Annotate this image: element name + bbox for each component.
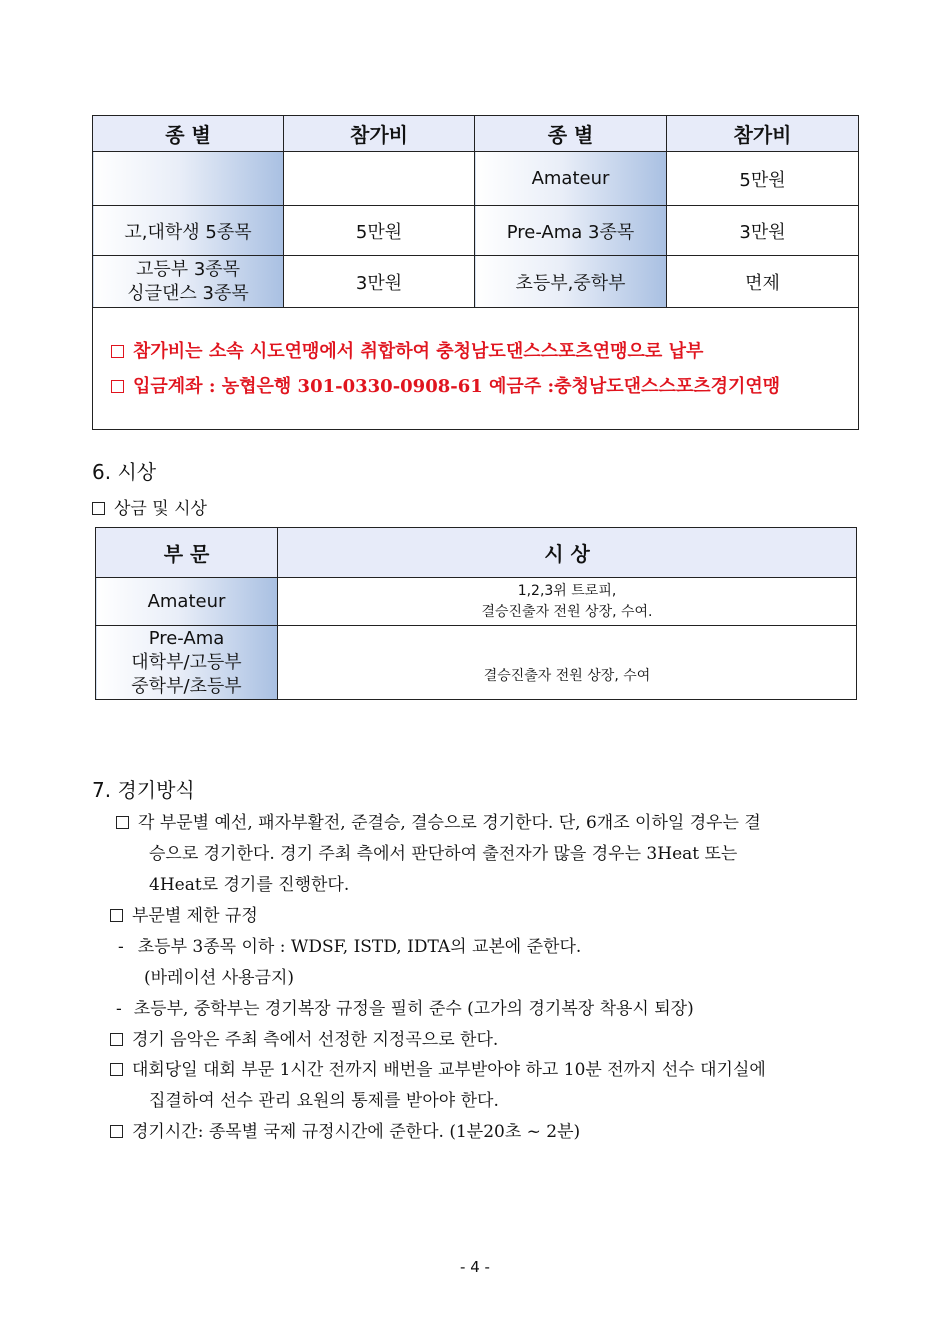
award-category [96, 626, 278, 700]
section7-title: 7. 경기방식 [92, 778, 195, 802]
award-category: Amateur [96, 578, 278, 626]
fee-note-account: 입금계좌 : 농협은행 301-0330-0908-61 예금주 :충청남도댄스스포츠경기연맹 [111, 369, 858, 404]
award-line: 결승진출자 전원 상장, 수여. [481, 603, 653, 620]
award-description: 결승진출자 전원 상장, 수여 [278, 626, 857, 700]
section6-title: 6. 시상 [92, 460, 157, 484]
fee-category-left [93, 152, 284, 206]
award-category-line: Pre-Ama [148, 627, 225, 649]
fee-table-row [93, 152, 859, 206]
award-table-row [96, 626, 857, 700]
fee-header-category-right: 종 별 [475, 116, 667, 152]
fee-value-right: 면제 [667, 256, 859, 308]
checkbox-icon [110, 1033, 123, 1046]
checkbox-icon [110, 1063, 123, 1076]
fee-category-right: 초등부,중학부 [475, 256, 667, 308]
fee-value-left [284, 152, 475, 206]
checkbox-icon [110, 909, 123, 922]
section7-item: 대회당일 대회 부문 1시간 전까지 배번을 교부받아야 하고 10분 전까지 선수 대기실에 집결하여 선수 관리 요원의 통제를 받아야 한다. [110, 1055, 858, 1117]
award-category-line: 대학부/고등부 [131, 651, 242, 673]
checkbox-icon [110, 1125, 123, 1138]
section7-subitem: - 초등부, 중학부는 경기복장 규정을 필히 준수 (고가의 경기복장 착용시 퇴장) [116, 999, 694, 1019]
fee-category-left [93, 256, 284, 308]
fee-value-left: 3만원 [284, 256, 475, 308]
fee-header-fee-right: 참가비 [667, 116, 859, 152]
award-header-category: 부 문 [96, 528, 278, 578]
award-category-line: 중학부/초등부 [131, 675, 242, 697]
fee-value-left: 5만원 [284, 206, 475, 256]
fee-table-header-row [93, 116, 859, 152]
section7-item: 부문별 제한 규정 [110, 901, 258, 932]
award-table-header-row [96, 528, 857, 578]
award-header-award: 시 상 [278, 528, 857, 578]
fee-value-right: 3만원 [667, 206, 859, 256]
checkbox-icon [111, 380, 124, 393]
fee-table-row [93, 256, 859, 308]
fee-notes-row [93, 308, 859, 430]
fee-note-payment: 참가비는 소속 시도연맹에서 취합하여 충청남도댄스스포츠연맹으로 납부 [111, 334, 858, 369]
award-table [95, 527, 857, 700]
fee-category-line: 싱글댄스 3종목 [127, 282, 249, 304]
section7-item: 경기 음악은 주최 측에서 선정한 지정곡으로 한다. [110, 1025, 498, 1056]
checkbox-icon [111, 345, 124, 358]
award-line: 1,2,3위 트로피, [517, 582, 617, 599]
fee-header-fee-left: 참가비 [284, 116, 475, 152]
section7-item: 경기시간: 종목별 국제 규정시간에 준한다. (1분20초 ~ 2분) [110, 1117, 580, 1148]
fee-header-category-left: 종 별 [93, 116, 284, 152]
fee-table [92, 115, 859, 430]
section7-subitem: - 초등부 3종목 이하 : WDSF, ISTD, IDTA의 교본에 준한다. (바레이션 사용금지) [118, 937, 582, 988]
fee-category-line: 고등부 3종목 [135, 258, 241, 280]
fee-category-right: Amateur [475, 152, 667, 206]
fee-table-row [93, 206, 859, 256]
page-number: - 4 - [460, 1258, 490, 1276]
checkbox-icon [116, 816, 129, 829]
section6-subtitle: 상금 및 시상 [92, 494, 207, 525]
fee-value-right: 5만원 [667, 152, 859, 206]
fee-notes-cell [93, 308, 859, 430]
fee-category-left: 고,대학생 5종목 [93, 206, 284, 256]
fee-category-right: Pre-Ama 3종목 [475, 206, 667, 256]
section7-item: 각 부문별 예선, 패자부활전, 준결승, 결승으로 경기한다. 단, 6개조 이하일 경우는 결 승으로 경기한다. 경기 주최 측에서 판단하여 출전자가 많을 경우는 3Heat 또는 4Heat로 경기를 진행한다. [116, 808, 858, 901]
award-description [278, 578, 857, 626]
award-table-row [96, 578, 857, 626]
checkbox-icon [92, 502, 105, 515]
